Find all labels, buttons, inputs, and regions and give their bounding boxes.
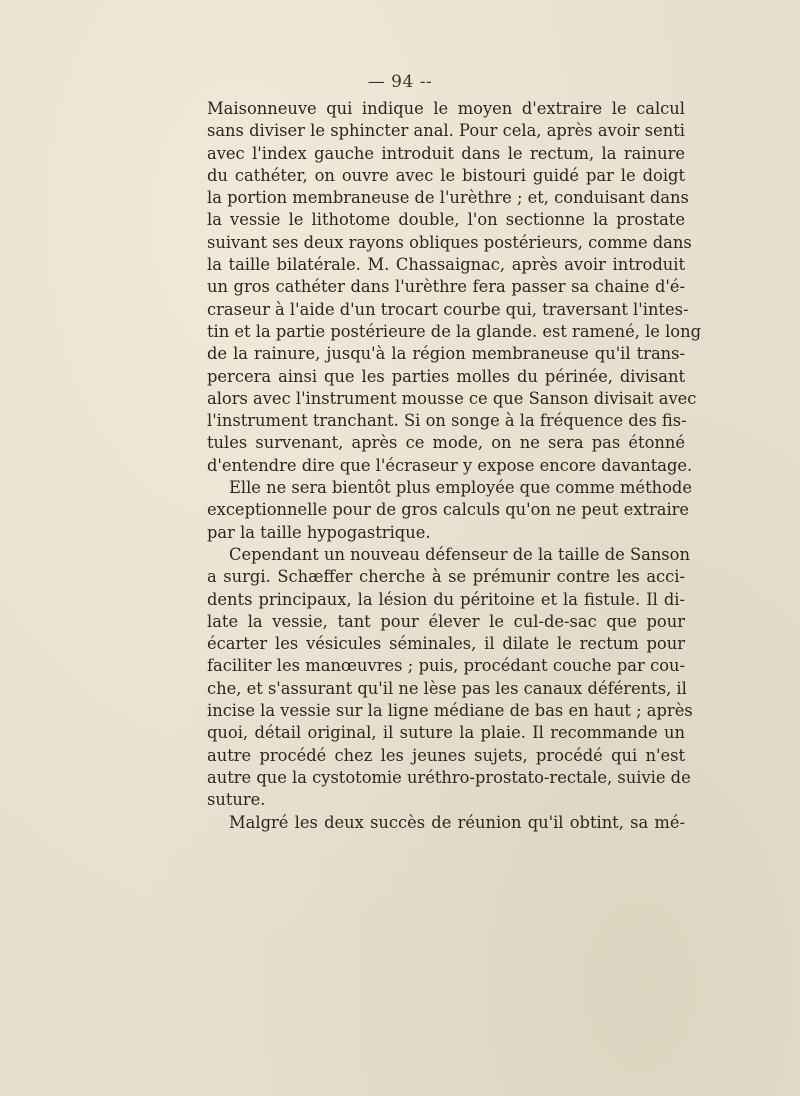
- text-line: autre que la cystotomie uréthro-prostato-rectale, suivie de: [207, 767, 691, 787]
- text-line: l'instrument tranchant. Si on songe à la fréquence des fis-: [207, 411, 687, 431]
- text-line: che, et s'assurant qu'il ne lèse pas les canaux déférents, il: [207, 678, 687, 698]
- text-line: sans diviser le sphincter anal. Pour cela, après avoir senti: [207, 121, 685, 141]
- text-line: craseur à l'aide d'un trocart courbe qui, traversant l'intes-: [207, 299, 689, 319]
- text-line: Malgré les deux succès de réunion qu'il obtint, sa mé-: [229, 812, 685, 832]
- text-line: un gros cathéter dans l'urèthre fera passer sa chaine d'é-: [207, 277, 685, 297]
- text-line: alors avec l'instrument mousse ce que Sanson divisait avec: [207, 388, 697, 408]
- text-line: Maisonneuve qui indique le moyen d'extraire le calcul: [207, 99, 685, 118]
- paragraph: [207, 477, 692, 544]
- text-line: la vessie le lithotome double, l'on sectionne la prostate: [207, 210, 685, 230]
- text-line: tules survenant, après ce mode, on ne sera pas étonné: [207, 433, 685, 453]
- text-line: tin et la partie postérieure de la glande. est ramené, le long: [207, 321, 702, 341]
- text-line: suivant ses deux rayons obliques postérieurs, comme dans: [207, 232, 692, 252]
- text-line: la portion membraneuse de l'urèthre ; et, conduisant dans: [207, 188, 689, 208]
- text-line: exceptionnelle pour de gros calculs qu'on ne peut extraire: [207, 500, 690, 520]
- text-line: late la vessie, tant pour élever le cul-de-sac que pour: [207, 611, 685, 631]
- text-line: quoi, détail original, il suture la plaie. Il recommande un: [207, 723, 685, 743]
- text-line: Elle ne sera bientôt plus employée que comme méthode: [229, 478, 692, 498]
- text-line: d'entendre dire que l'écraseur y expose encore davantage.: [207, 455, 693, 475]
- text-line: par la taille hypogastrique.: [207, 522, 431, 542]
- paragraph: [207, 544, 693, 812]
- text-line: écarter les vésicules séminales, il dilate le rectum pour: [207, 634, 685, 654]
- page-number: — 94 --: [367, 72, 433, 92]
- paragraph: [207, 812, 685, 834]
- text-line: a surgi. Schæffer cherche à se prémunir contre les acci-: [207, 567, 685, 587]
- text-line: avec l'index gauche introduit dans le rectum, la rainure: [207, 143, 685, 163]
- text-line: suture.: [207, 790, 266, 810]
- text-line: incise la vessie sur la ligne médiane de bas en haut ; après: [207, 701, 693, 721]
- text-line: du cathéter, on ouvre avec le bistouri guidé par le doigt: [207, 165, 685, 185]
- text-line: de la rainure, jusqu'à la région membraneuse qu'il trans-: [207, 344, 685, 364]
- text-line: percera ainsi que les parties molles du périnée, divisant: [207, 366, 685, 386]
- text-line: dents principaux, la lésion du péritoine et la fistule. Il di-: [207, 589, 685, 609]
- text-line: Cependant un nouveau défenseur de la taille de Sanson: [229, 544, 690, 564]
- text-line: faciliter les manœuvres ; puis, procédant couche par cou-: [207, 656, 685, 676]
- text-line: autre procédé chez les jeunes sujets, procédé qui n'est: [207, 745, 685, 765]
- text-line: la taille bilatérale. M. Chassaignac, après avoir introduit: [207, 255, 685, 275]
- body-text: [207, 98, 702, 834]
- paragraph: [207, 98, 702, 477]
